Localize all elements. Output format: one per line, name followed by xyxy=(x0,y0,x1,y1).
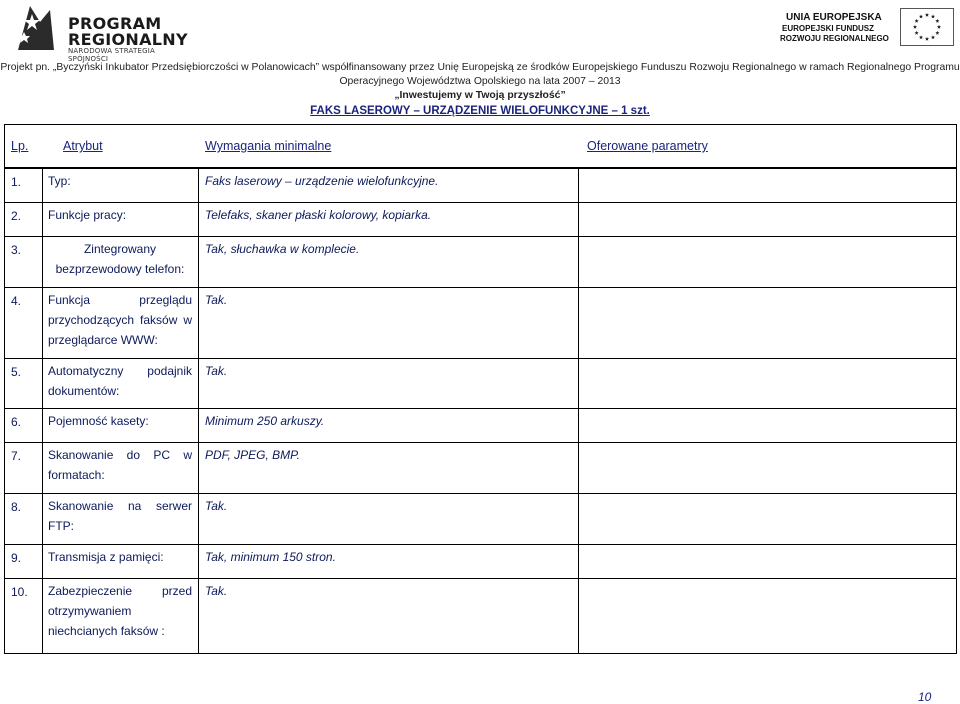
row-attribute: Skanowanie na serwer FTP: xyxy=(48,499,192,533)
eu-star-icon xyxy=(925,13,929,17)
row-lp: 1. xyxy=(11,175,22,189)
eu-star-icon xyxy=(931,35,935,39)
table-row xyxy=(5,494,956,545)
table-header-row xyxy=(5,125,956,169)
header-attribute: Atrybut xyxy=(63,139,103,153)
row-requirement: Telefaks, skaner płaski kolorowy, kopiarka. xyxy=(205,208,432,222)
logo-regionalny-text: REGIONALNY xyxy=(68,30,188,49)
table-row xyxy=(5,359,956,409)
table-body xyxy=(5,169,956,653)
table-row xyxy=(5,169,956,203)
eu-star-icon xyxy=(915,19,919,23)
row-lp: 8. xyxy=(11,500,22,514)
row-lp: 10. xyxy=(11,585,28,599)
eu-star-icon xyxy=(931,14,935,18)
row-attribute: Zabezpieczenie przed otrzymywaniem niechcianych faksów : xyxy=(48,584,192,638)
row-requirement: Tak. xyxy=(205,364,228,378)
eu-star-icon xyxy=(925,37,929,41)
row-requirement: PDF, JPEG, BMP. xyxy=(205,448,300,462)
eu-star-icon xyxy=(937,25,941,29)
eu-star-icon xyxy=(913,25,917,29)
row-attribute: Funkcja przeglądu przychodzących faksów w przeglądarce WWW: xyxy=(48,293,192,347)
row-lp: 7. xyxy=(11,449,22,463)
eu-star-icon xyxy=(935,19,939,23)
header-lp: Lp. xyxy=(11,139,29,153)
project-description-line1: Projekt pn. „Byczyński Inkubator Przedsiębiorczości w Polanowicach” współfinansowany przez Unię Europejską ze środków Europejskiego Funduszu Rozwoju Regionalnego w ramach Regionalnego Programu xyxy=(0,62,960,73)
header-offered-parameters: Oferowane parametry xyxy=(587,139,708,153)
eu-flag-icon xyxy=(900,8,954,46)
eu-star-icon xyxy=(915,31,919,35)
row-lp: 5. xyxy=(11,365,22,379)
eu-star-icon xyxy=(919,35,923,39)
row-attribute: Skanowanie do PC w formatach: xyxy=(48,448,192,482)
table-row xyxy=(5,237,956,288)
project-description-line2: Operacyjnego Województwa Opolskiego na lata 2007 – 2013 xyxy=(339,76,621,87)
table-row xyxy=(5,579,956,653)
header-requirements: Wymagania minimalne xyxy=(205,139,332,153)
row-attribute: Funkcje pracy: xyxy=(48,208,127,222)
eu-logo-line2: EUROPEJSKI FUNDUSZ xyxy=(782,24,875,33)
table-row xyxy=(5,288,956,359)
eu-star-icon xyxy=(935,31,939,35)
row-attribute: Automatyczny podajnik dokumentów: xyxy=(48,364,192,398)
logo-program-text: PROGRAM xyxy=(68,14,162,33)
row-attribute: Transmisja z pamięci: xyxy=(48,550,164,564)
row-lp: 6. xyxy=(11,415,22,429)
row-attribute: Typ: xyxy=(48,174,71,188)
project-slogan: „Inwestujemy w Twoją przyszłość” xyxy=(394,90,566,101)
row-attribute: Zintegrowany bezprzewodowy telefon: xyxy=(55,242,185,276)
eu-star-icon xyxy=(919,14,923,18)
table-row xyxy=(5,409,956,443)
specification-table xyxy=(4,124,957,654)
program-regionalny-logo xyxy=(10,2,190,63)
row-lp: 2. xyxy=(11,209,22,223)
row-requirement: Faks laserowy – urządzenie wielofunkcyjne. xyxy=(205,174,439,188)
logo-nss-text: NARODOWA STRATEGIA SPÓJNOŚCI xyxy=(68,47,155,63)
row-requirement: Tak. xyxy=(205,293,228,307)
row-requirement: Minimum 250 arkuszy. xyxy=(205,414,325,428)
table-row xyxy=(5,203,956,237)
page-number: 10 xyxy=(918,690,932,704)
row-lp: 9. xyxy=(11,551,22,565)
row-lp: 4. xyxy=(11,294,22,308)
row-requirement: Tak. xyxy=(205,499,228,513)
row-requirement: Tak, minimum 150 stron. xyxy=(205,550,336,564)
eu-logo xyxy=(780,6,956,48)
table-row xyxy=(5,443,956,494)
program-regionalny-emblem-icon xyxy=(10,2,62,54)
eu-logo-line3: ROZWOJU REGIONALNEGO xyxy=(780,34,889,43)
table-row xyxy=(5,545,956,579)
eu-logo-line1: UNIA EUROPEJSKA xyxy=(786,12,882,23)
row-attribute: Pojemność kasety: xyxy=(48,414,149,428)
table-title: FAKS LASEROWY – URZĄDZENIE WIELOFUNKCYJNE – 1 szt. xyxy=(310,105,650,117)
row-lp: 3. xyxy=(11,243,22,257)
row-requirement: Tak, słuchawka w komplecie. xyxy=(205,242,360,256)
row-requirement: Tak. xyxy=(205,584,228,598)
